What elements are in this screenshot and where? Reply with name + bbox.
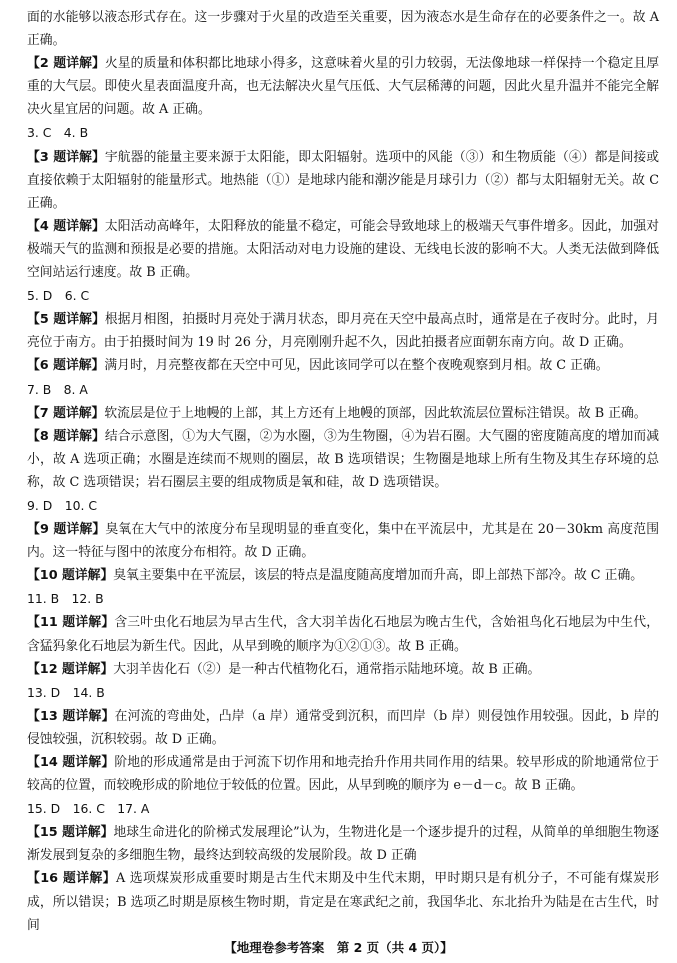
answer-key-text: 15. D 16. C 17. A bbox=[27, 801, 150, 817]
continuation-paragraph: 面的水能够以液态形式存在。这一步骤对于火星的改造至关重要，因为液态水是生命存在的必要条件之一。故 A 正确。 bbox=[27, 10, 659, 49]
explanation-paragraph bbox=[27, 821, 659, 867]
explanation-paragraph bbox=[27, 518, 659, 564]
explanation-text: 结合示意图，①为大气圈，②为水圈，③为生物圈，④为岩石圈。大气圈的密度随高度的增加而减小，故 A 选项正确；水圈是连续而不规则的圈层，故 B 选项错误；生物圈是地球上所有生物及其生存环境的总称，故 C 选项错误；岩石圈层主要的组成物质是氧和硅，故 D 选项错误。 bbox=[27, 428, 660, 490]
explanation-paragraph bbox=[27, 425, 659, 494]
explanation-paragraph bbox=[27, 867, 659, 936]
explanation-text: 臭氧在大气中的浓度分布呈现明显的垂直变化，集中在平流层中，尤其是在 20－30km 高度范围内。这一特征与图中的浓度分布相符。故 D 正确。 bbox=[27, 522, 659, 561]
answer-key-text: 5. D 6. C bbox=[27, 288, 90, 304]
answer-key-line bbox=[27, 494, 659, 518]
explanation-paragraph bbox=[27, 611, 659, 657]
explanation-paragraph bbox=[27, 751, 659, 797]
answer-key-line bbox=[27, 378, 659, 402]
explanation-label: 【9 题详解】 bbox=[27, 522, 106, 538]
answer-key-line bbox=[27, 681, 659, 705]
explanation-label: 【7 题详解】 bbox=[27, 405, 105, 421]
explanation-label: 【3 题详解】 bbox=[27, 149, 105, 165]
answer-key-text: 13. D 14. B bbox=[27, 684, 105, 700]
explanation-paragraph bbox=[27, 354, 659, 377]
explanation-paragraph bbox=[27, 52, 659, 121]
explanation-paragraph bbox=[27, 564, 659, 587]
explanation-label: 【5 题详解】 bbox=[27, 312, 105, 328]
explanation-text: 宇航器的能量主要来源于太阳能，即太阳辐射。选项中的风能（③）和生物质能（④）都是间接或直接依赖于太阳辐射的能量形式。地热能（①）是地球内能和潮汐能是月球引力（②）都与太阳辐射无关。故 C 正确。 bbox=[27, 149, 660, 211]
explanation-label: 【6 题详解】 bbox=[27, 358, 105, 374]
explanation-text: 软流层是位于上地幔的上部，其上方还有上地幔的顶部，因此软流层位置标注错误。故 B 正确。 bbox=[104, 405, 647, 421]
answer-content bbox=[27, 6, 659, 937]
explanation-label: 【2 题详解】 bbox=[27, 56, 105, 72]
explanation-label: 【14 题详解】 bbox=[27, 755, 115, 770]
explanation-label: 【12 题详解】 bbox=[27, 661, 114, 677]
page-footer: 【地理卷参考答案 第 2 页（共 4 页）】 bbox=[224, 940, 453, 955]
explanation-label: 【15 题详解】 bbox=[27, 825, 114, 841]
answer-key-line bbox=[27, 587, 659, 611]
explanation-text: 太阳活动高峰年，太阳释放的能量不稳定，可能会导致地球上的极端天气事件增多。因此，加强对极端天气的监测和预报是必要的措施。太阳活动对电力设施的建设、无线电长波的影响不大。人类无法做到降低空间站运行速度。故 B 正确。 bbox=[27, 218, 660, 281]
explanation-text: 根据月相图，拍摄时月亮处于满月状态，即月亮在天空中最高点时，通常是在子夜时分。此时，月亮位于南方。由于拍摄时间为 19 时 26 分，月亮刚刚升起不久，因此拍摄者应面朝东南方向。故 D 正确。 bbox=[27, 312, 660, 351]
answer-key-text: 3. C 4. B bbox=[27, 125, 89, 141]
explanation-label: 【10 题详解】 bbox=[27, 568, 114, 584]
explanation-text: 含三叶虫化石地层为早古生代，含大羽羊齿化石地层为晚古生代，含始祖鸟化石地层为中生代，含猛犸象化石地层为新生代。因此，从早到晚的顺序为①②①③。故 B 正确。 bbox=[27, 615, 660, 654]
answer-key-text: 11. B 12. B bbox=[27, 591, 104, 607]
answer-key-text: 9. D 10. C bbox=[27, 497, 97, 513]
explanation-label: 【8 题详解】 bbox=[27, 428, 105, 444]
answer-key-text: 7. B 8. A bbox=[27, 381, 88, 397]
explanation-text: 满月时，月亮整夜都在天空中可见，因此该同学可以在整个夜晚观察到月相。故 C 正确。 bbox=[104, 358, 609, 374]
explanation-label: 【4 题详解】 bbox=[27, 218, 105, 234]
answer-key-line bbox=[27, 284, 659, 308]
explanation-text: 臭氧主要集中在平流层，该层的特点是温度随高度增加而升高，即上部热下部冷。故 C 正确。 bbox=[113, 568, 644, 584]
explanation-label: 【13 题详解】 bbox=[27, 708, 115, 724]
explanation-paragraph bbox=[27, 658, 659, 681]
answer-key-line bbox=[27, 797, 659, 821]
explanation-text: A 选项煤炭形成重要时期是古生代末期及中生代末期，甲时期只是有机分子，不可能有煤炭形成，所以错误；B 选项乙时期是原核生物时期，肯定是在寒武纪之前，我国华北、东北抬升为陆是在古生代，时间 bbox=[27, 871, 660, 933]
explanation-paragraph bbox=[27, 402, 659, 425]
explanation-text: 火星的质量和体积都比地球小得多，这意味着火星的引力较弱，无法像地球一样保持一个稳定且厚重的大气层。即使火星表面温度升高，也无法解决火星气压低、大气层稀薄的问题，因此火星升温并不能完全解决火星宜居的问题。故 A 正确。 bbox=[27, 56, 660, 118]
explanation-paragraph bbox=[27, 705, 659, 751]
explanation-paragraph bbox=[27, 308, 659, 354]
explanation-label: 【16 题详解】 bbox=[27, 871, 116, 887]
explanation-text: 阶地的形成通常是由于河流下切作用和地壳抬升作用共同作用的结果。较早形成的阶地通常位于较高的位置，而较晚形成的阶地位于较低的位置。因此，从早到晚的顺序为 e－d－c。故 B 正确。 bbox=[27, 755, 660, 794]
answer-key-line bbox=[27, 121, 659, 145]
explanation-text: 地球生命进化的阶梯式发展理论”认为，生物进化是一个逐步提升的过程，从简单的单细胞生物逐渐发展到复杂的多细胞生物，最终达到较高级的发展阶段。故 D 正确 bbox=[27, 825, 659, 864]
explanation-text: 大羽羊齿化石（②）是一种古代植物化石，通常指示陆地环境。故 B 正确。 bbox=[113, 661, 541, 677]
explanation-label: 【11 题详解】 bbox=[27, 615, 115, 631]
explanation-paragraph bbox=[27, 215, 659, 284]
explanation-text: 在河流的弯曲处，凸岸（a 岸）通常受到沉积，而凹岸（b 岸）则侵蚀作用较强。因此，b 岸的侵蚀较强，沉积较弱。故 D 正确。 bbox=[27, 708, 660, 747]
explanation-paragraph bbox=[27, 146, 659, 215]
